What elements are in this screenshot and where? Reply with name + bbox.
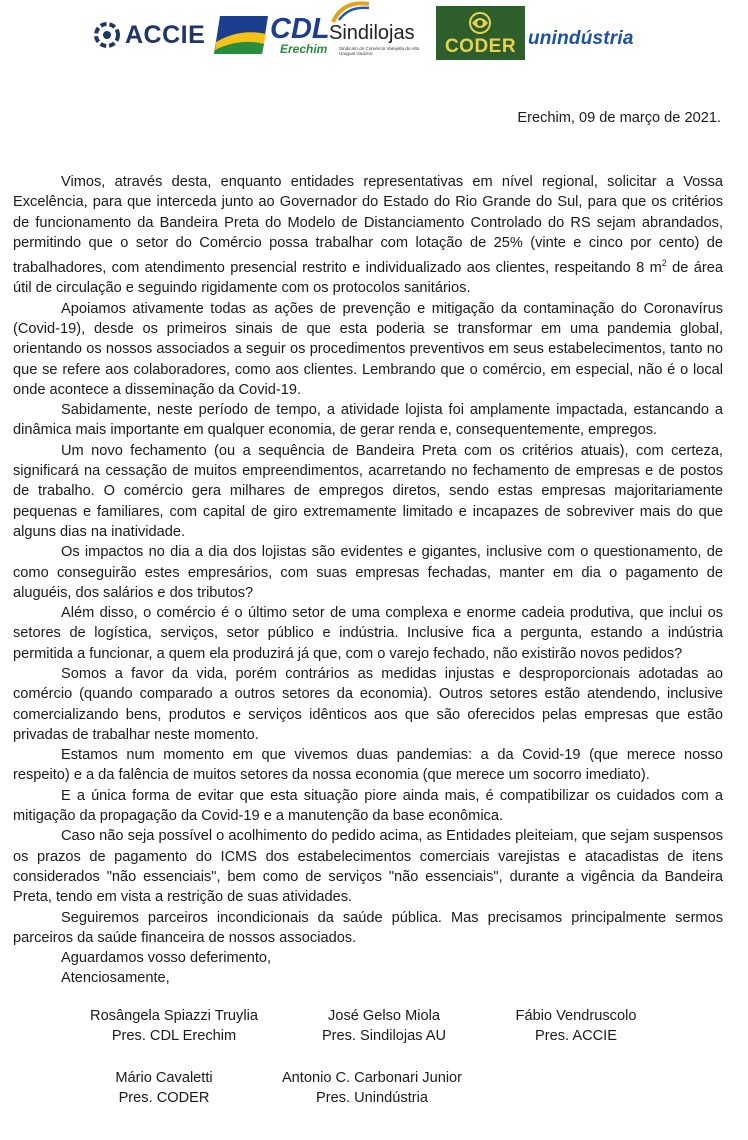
cdl-logo-city: Erechim — [280, 42, 328, 56]
signatory-name: Antonio C. Carbonari Junior — [281, 1070, 463, 1086]
sindilojas-logo — [325, 0, 431, 62]
signatory-role: Pres. ACCIE — [535, 1028, 617, 1045]
coder-logo — [436, 6, 525, 60]
letter-body — [13, 172, 723, 989]
signatory-role: Pres. Sindilojas AU — [321, 1028, 447, 1045]
letter-paragraph: Além disso, o comércio é o último setor de uma complexa e enorme cadeia produtiva, que inclui os setores de logística, serviços, setor público e indústria. Inclusive fica a pergunta, estando a indústria permitida a funcionar, a quem ela produzirá já que, com o varejo fechado, não existirão novos pedidos? — [13, 605, 723, 662]
letter-paragraph: Os impactos no dia a dia dos lojistas são evidentes e gigantes, inclusive com o questionamento, de como conseguirão estes empresários, com suas empresas fechadas, manter em dia o pagamento de aluguéis, dos salários e dos tributos? — [13, 544, 723, 601]
letter-paragraph: Apoiamos ativamente todas as ações de prevenção e mitigação da contaminação do Coronavírus (Covid-19), desde os primeiros sinais de que esta poderia se transformar em uma pandemia global, orientando os nossos associados a seguir os procedimentos preventivos em seus estabelecimentos, tanto no que se refere aos colaboradores, como aos clientes. Lembrando que o comércio, em especial, não é o local onde acontece a disseminação da Covid-19. — [13, 300, 723, 398]
accie-logo-text: ACCIE — [125, 20, 206, 49]
letter-date: Erechim, 09 de março de 2021. — [517, 110, 721, 126]
letter-paragraph: Estamos num momento em que vivemos duas pandemias: a da Covid-19 (que merece nosso respeito) e a da falência de muitos setores da nossa economia (que merece um socorro imediato). — [13, 747, 723, 784]
accie-emblem-icon — [93, 21, 121, 49]
cdl-logo-text: CDL — [270, 13, 330, 45]
signatory-role: Pres. CODER — [118, 1090, 210, 1107]
sindilojas-arc-icon — [329, 0, 409, 24]
unindustria-logo: unindústria — [528, 28, 634, 49]
letter-paragraph: Um novo fechamento (ou a sequência de Bandeira Preta com os critérios atuais), com certeza, significará na cessação de muitos empreendimentos, acarretando no fechamento de empresas e de postos de trabalho. O comércio gera milhares de empregos diretos, sendo estas empresas majoritariamente pequenas e familiares, com capital de giro extremamente limitado e incapazes de sobreviver mais do que alguns dias na inatividade. — [13, 442, 723, 540]
coder-emblem-icon — [465, 10, 495, 36]
letter-paragraph: Caso não seja possível o acolhimento do pedido acima, as Entidades pleiteiam, que sejam suspensos os prazos de pagamento do ICMS dos estabelecimentos comerciais varejistas e atacadistas de itens considerados "não essenciais", bem como de serviços "não essenciais", durante a vigência da Bandeira Preta, tendo em vista a restrição de suas atividades. — [13, 828, 723, 906]
signature-block — [74, 1006, 274, 1047]
cdl-logo — [214, 13, 330, 56]
letter-paragraph — [13, 172, 723, 299]
signature-block — [64, 1068, 264, 1109]
accie-logo — [93, 20, 205, 50]
closing-line: Atenciosamente, — [61, 970, 170, 987]
signatory-name: Mário Cavaletti — [115, 1070, 213, 1086]
signatory-name: Rosângela Spiazzi Truylia — [90, 1008, 258, 1024]
coder-logo-text: CODER — [444, 36, 517, 57]
cdl-flag-icon — [214, 14, 270, 56]
signature-block — [262, 1068, 482, 1109]
paragraph-text: Vimos, através desta, enquanto entidades representativas em nível regional, solicitar a Vossa Excelência, para que interceda junto ao Governador do Estado do Rio Grande do Sul, para que os critérios de funcionamento da Bandeira Preta do Modelo de Distanciamento Controlado do RS sejam abrandados, permitindo que o setor do Comércio possa trabalhar com lotação de 25% (vinte e cinco por cento) de trabalhadores, com atendimento presencial restrito e individualizado aos clientes, respeitando 8 m — [13, 174, 723, 277]
logo-strip — [0, 0, 748, 72]
signatory-role: Pres. CDL Erechim — [111, 1028, 237, 1045]
sindilojas-logo-text: Sindilojas — [329, 22, 415, 44]
letter-paragraph: E a única forma de evitar que esta situação piore ainda mais, é compatibilizar os cuidados com a mitigação da propagação da Covid-19 e a manutenção da base econômica. — [13, 787, 723, 825]
letter-paragraph: Sabidamente, neste período de tempo, a atividade lojista foi amplamente impactada, estancando a dinâmica mais importante em qualquer economia, de gerar renda e, consequentemente, empregos. — [13, 402, 723, 439]
closing-line: Aguardamos vosso deferimento, — [61, 950, 272, 967]
signature-block — [284, 1006, 484, 1047]
sindilojas-logo-subtitle: Sindicato do Comércio Varejista do Alto Uruguai Gaúcho — [339, 46, 420, 57]
signatory-name: José Gelso Miola — [328, 1008, 440, 1024]
signatory-name: Fábio Vendruscolo — [515, 1008, 637, 1024]
letter-paragraph: Somos a favor da vida, porém contrários as medidas injustas e desproporcionais adotadas ao comércio (quando comparado a outros setores da economia). Outros setores estão atendendo, inclusive comercializando bens, produtos e serviços idênticos aos que são oferecidos pelas empresas que estão privadas de trabalhar neste momento. — [13, 665, 723, 743]
letter-paragraph: Seguiremos parceiros incondicionais da saúde pública. Mas precisamos principalmente sermos parceiros da saúde financeira de nossos associados. — [13, 909, 723, 946]
signatory-role: Pres. Unindústria — [316, 1090, 428, 1107]
paragraph-text: de área útil de circulação e seguindo rigidamente com os protocolos sanitários. — [13, 260, 723, 297]
signature-block — [476, 1006, 676, 1047]
superscript: 2 — [661, 258, 667, 269]
